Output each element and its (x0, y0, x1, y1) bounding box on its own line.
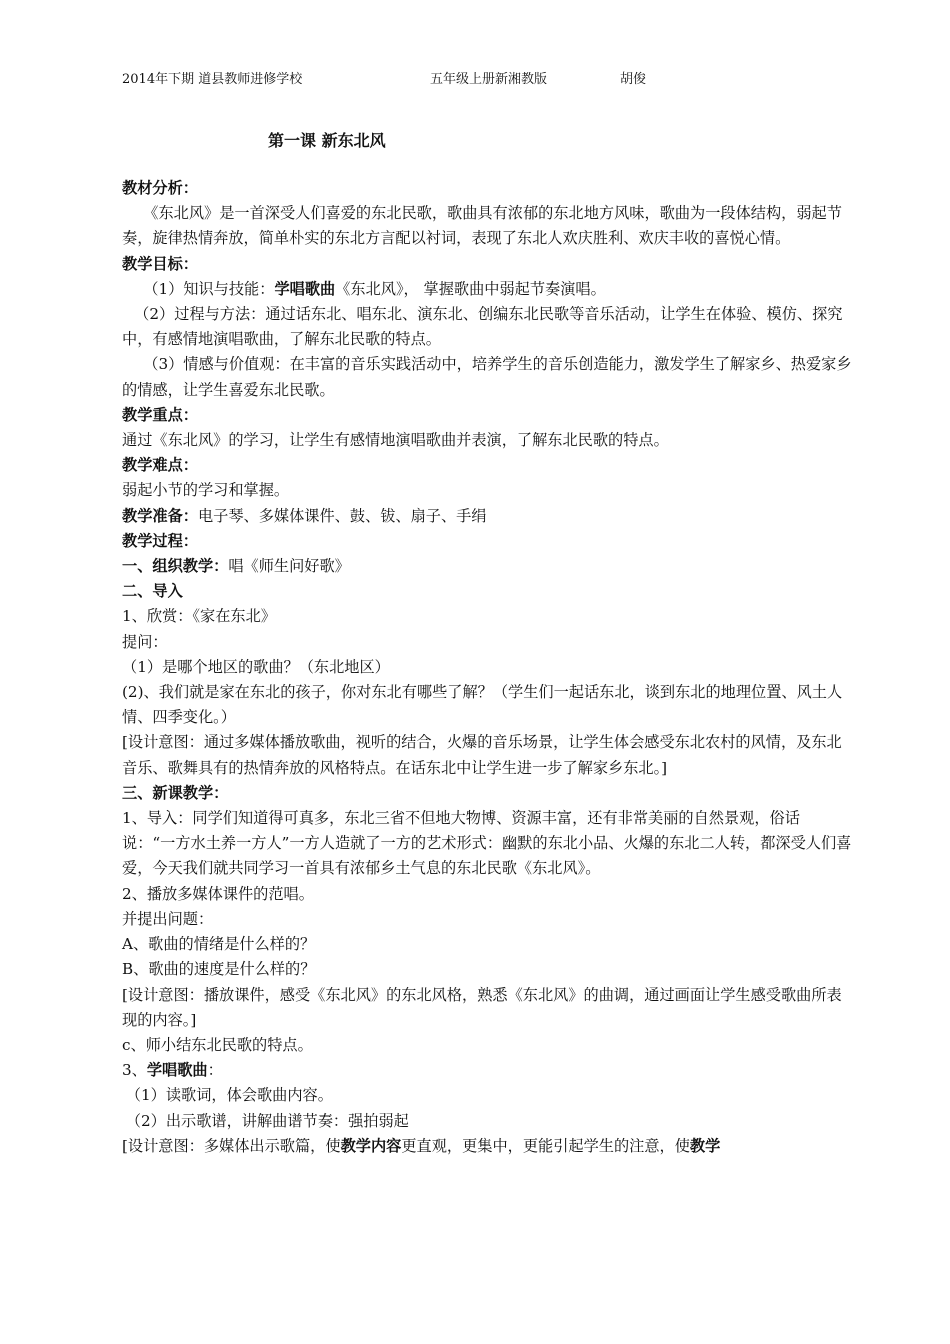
goal-3: （3）情感与价值观：在丰富的音乐实践活动中，培养学生的音乐创造能力，激发学生了解家乡、热爱家乡的情感，让学生喜爱东北民歌。 (122, 355, 852, 399)
design-note-2-part-a: [设计意图：多媒体出示歌篇，使 (122, 1136, 341, 1155)
step3-line-1: 1、导入：同学们知道得可真多，东北三省不但地大物博、资源丰富，还有非常美丽的自然景观，俗话说：“一方水土养一方人”一方人造就了一方的艺术形式：幽默的东北小品、火爆的东北二人转，都深受人们喜爱，今天我们就共同学习一首具有浓郁乡土气息的东北民歌《东北风》。 (122, 809, 852, 878)
design-note-2-bold-b: 教学 (689, 1136, 721, 1155)
process-heading: 教学过程： (122, 531, 198, 550)
step3-line-7-bold: 学唱歌曲 (146, 1061, 208, 1080)
step3-line-8: （1）读歌词，体会歌曲内容。 (125, 1086, 333, 1105)
difficulty-heading: 教学难点： (122, 456, 198, 475)
step3-line-4: A、歌曲的情绪是什么样的？ (122, 935, 316, 954)
key-heading: 教学重点： (122, 405, 198, 424)
key-text: 通过《东北风》的学习，让学生有感情地演唱歌曲并表演，了解东北民歌的特点。 (122, 431, 669, 450)
step3-line-9: （2）出示歌谱，讲解曲谱节奏：强拍弱起 (125, 1111, 409, 1130)
goal-1-bold: 学唱歌曲 (274, 279, 336, 298)
design-note-2-bold-a: 教学内容 (340, 1136, 402, 1155)
step2-design-note: [设计意图：通过多媒体播放歌曲，视听的结合，火爆的音乐场景，让学生体会感受东北农村的风情，及东北音乐、歌舞具有的热情奔放的风格特点。在话东北中让学生进一步了解家乡东北。] (122, 733, 842, 777)
goal-2: （2）过程与方法：通过话东北、唱东北、演东北、创编东北民歌等音乐活动，让学生在体验、模仿、探究中，有感情地演唱歌曲，了解东北民歌的特点。 (122, 305, 843, 349)
step3-line-7-prefix: 3、 (122, 1061, 147, 1080)
step3-line-3: 并提出问题： (122, 909, 214, 928)
header-school: 2014年下期 道县教师进修学校 (122, 72, 303, 87)
step1-text: 唱《师生问好歌》 (228, 557, 350, 576)
step2-line-3: （1）是哪个地区的歌曲？（东北地区） (122, 657, 390, 676)
step2-heading: 二、导入 (122, 582, 183, 601)
step3-line-5: B、歌曲的速度是什么样的？ (122, 960, 316, 979)
lesson-title: 第一课 新东北风 (268, 131, 386, 150)
prep-heading: 教学准备： (122, 506, 198, 525)
step1-heading: 一、组织教学： (122, 557, 229, 576)
goal-1-prefix: （1）知识与技能： (143, 279, 275, 298)
step2-line-2: 提问： (122, 632, 168, 651)
prep-text: 电子琴、多媒体课件、鼓、钹、扇子、手绢 (197, 506, 487, 525)
step2-line-1: 1、欣赏：《家在东北》 (122, 607, 276, 626)
step2-line-4: (2)、我们就是家在东北的孩子，你对东北有哪些了解？（学生们一起话东北，谈到东北的地理位置、风土人情、四季变化。） (122, 683, 843, 727)
analysis-text: 《东北风》是一首深受人们喜爱的东北民歌，歌曲具有浓郁的东北地方风味，歌曲为一段体结构，弱起节奏，旋律热情奔放，简单朴实的东北方言配以衬词，表现了东北人欢庆胜利、欢庆丰收的喜悦心情。 (122, 204, 842, 248)
step3-design-note-1: [设计意图：播放课件，感受《东北风》的东北风格，熟悉《东北风》的曲调，通过画面让学生感受歌曲所表现的内容。] (122, 985, 842, 1029)
step3-heading: 三、新课教学： (122, 783, 229, 802)
analysis-heading: 教材分析： (122, 179, 198, 197)
prep-line (122, 504, 852, 529)
header-author: 胡俊 (620, 72, 647, 87)
goal-1 (122, 277, 852, 302)
step3-line-7 (122, 1058, 852, 1083)
goal-1-rest: 《东北风》， 掌握歌曲中弱起节奏演唱。 (335, 279, 606, 298)
goals-heading: 教学目标： (122, 254, 198, 273)
step3-line-6: c、师小结东北民歌的特点。 (122, 1035, 313, 1054)
step1-line (122, 554, 852, 579)
difficulty-text: 弱起小节的学习和掌握。 (122, 481, 290, 500)
step3-line-7-rest: ： (207, 1061, 223, 1080)
design-note-2-part-c: 更直观，更集中，更能引起学生的注意，使 (401, 1136, 690, 1155)
lesson-body (122, 176, 852, 1159)
header-grade: 五年级上册新湘教版 (430, 72, 548, 87)
step3-design-note-2 (122, 1134, 852, 1159)
step3-line-2: 2、播放多媒体课件的范唱。 (122, 884, 314, 903)
